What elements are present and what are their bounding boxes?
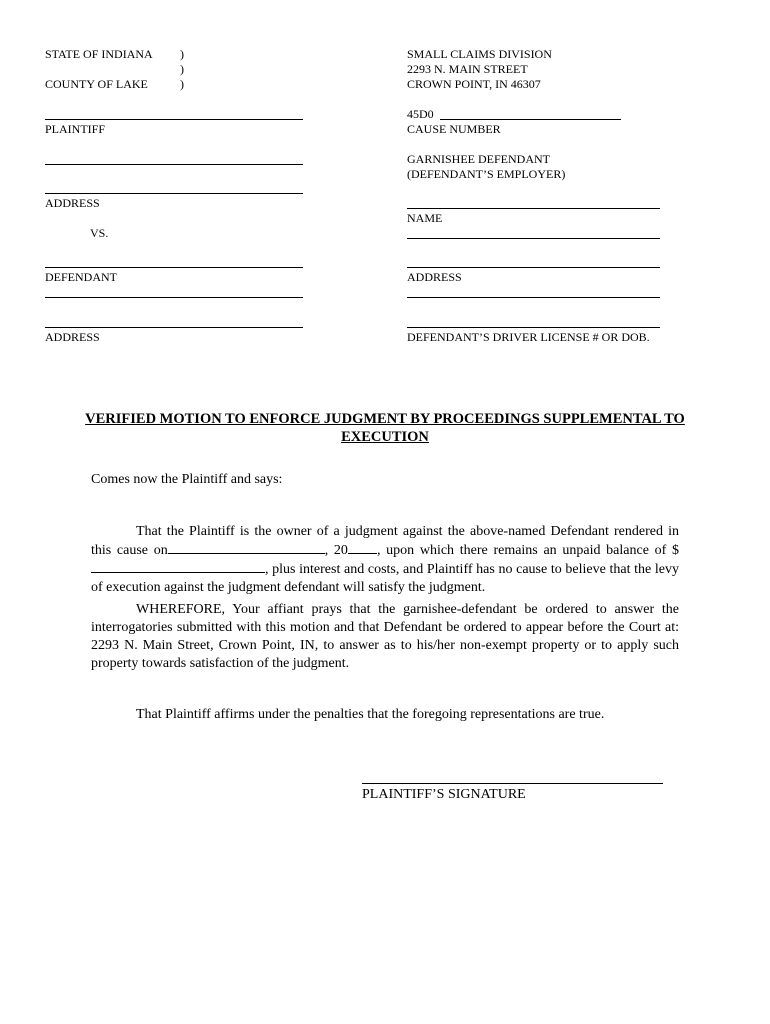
defendant-extra-line[interactable]	[45, 297, 303, 298]
motion-title: VERIFIED MOTION TO ENFORCE JUDGMENT BY PROCEEDINGS SUPPLEMENTAL TO EXECUTION	[85, 411, 685, 445]
license-line[interactable]	[407, 327, 660, 328]
defendant-name-line[interactable]	[45, 267, 303, 268]
judgment-text-c: , upon which there remains an unpaid balance of $	[376, 543, 679, 558]
judgment-text-a: That the Plaintiff is the owner of a judgment against the above-named Defendant rendered in this cause on	[91, 524, 679, 558]
judgment-date-blank[interactable]	[168, 541, 325, 554]
intro-text: Comes now the Plaintiff and says:	[91, 472, 283, 487]
cause-number-label: CAUSE NUMBER	[407, 122, 501, 136]
affirmation-paragraph: That Plaintiff affirms under the penalties that the foregoing representations are true.	[136, 707, 605, 722]
garnishee-address-line[interactable]	[407, 267, 660, 268]
cause-prefix: 45D0	[407, 107, 434, 121]
wherefore-paragraph: WHEREFORE, Your affiant prays that the garnishee-defendant be ordered to answer the interrogatories submitted with this motion and that Defendant be ordered to appear before the Court at: 2293 N. Main Street, Crown Point, IN, to answer as to his/her non-exempt property or to apply such property towards satisfaction of the judgment.	[91, 602, 679, 671]
signature-label: PLAINTIFF’S SIGNATURE	[362, 787, 526, 802]
employer-label: (DEFENDANT’S EMPLOYER)	[407, 167, 566, 181]
judgment-paragraph	[91, 523, 679, 597]
judgment-text-d: , plus interest and costs, and Plaintiff has no cause to believe that the levy of execution against the judgment defendant will satisfy the judgment.	[91, 562, 679, 595]
caption-paren: )	[180, 77, 184, 91]
court-street: 2293 N. MAIN STREET	[407, 62, 528, 76]
caption-paren: )	[180, 47, 184, 61]
garnishee-name-line[interactable]	[407, 208, 660, 209]
license-label: DEFENDANT’S DRIVER LICENSE # OR DOB.	[407, 330, 650, 344]
defendant-address-label: ADDRESS	[45, 330, 100, 344]
unpaid-balance-blank[interactable]	[91, 560, 265, 573]
defendant-label: DEFENDANT	[45, 270, 117, 284]
signature-line[interactable]	[362, 783, 663, 784]
caption-paren: )	[180, 62, 184, 76]
court-city: CROWN POINT, IN 46307	[407, 77, 541, 91]
plaintiff-name-line[interactable]	[45, 119, 303, 120]
plaintiff-address-line-2[interactable]	[45, 193, 303, 194]
garnishee-extra-line[interactable]	[407, 238, 660, 239]
garnishee-address-line-2[interactable]	[407, 297, 660, 298]
judgment-year-blank[interactable]	[348, 541, 377, 554]
defendant-address-line[interactable]	[45, 327, 303, 328]
cause-number-line[interactable]	[440, 119, 621, 120]
plaintiff-address-line-1[interactable]	[45, 164, 303, 165]
county-label: COUNTY OF LAKE	[45, 77, 148, 91]
garnishee-name-label: NAME	[407, 211, 443, 225]
versus-label: VS.	[90, 226, 109, 240]
state-label: STATE OF INDIANA	[45, 47, 153, 61]
plaintiff-label: PLAINTIFF	[45, 122, 106, 136]
garnishee-address-label: ADDRESS	[407, 270, 462, 284]
court-division: SMALL CLAIMS DIVISION	[407, 47, 552, 61]
judgment-text-b: , 20	[324, 543, 348, 558]
garnishee-label: GARNISHEE DEFENDANT	[407, 152, 550, 166]
plaintiff-address-label: ADDRESS	[45, 196, 100, 210]
